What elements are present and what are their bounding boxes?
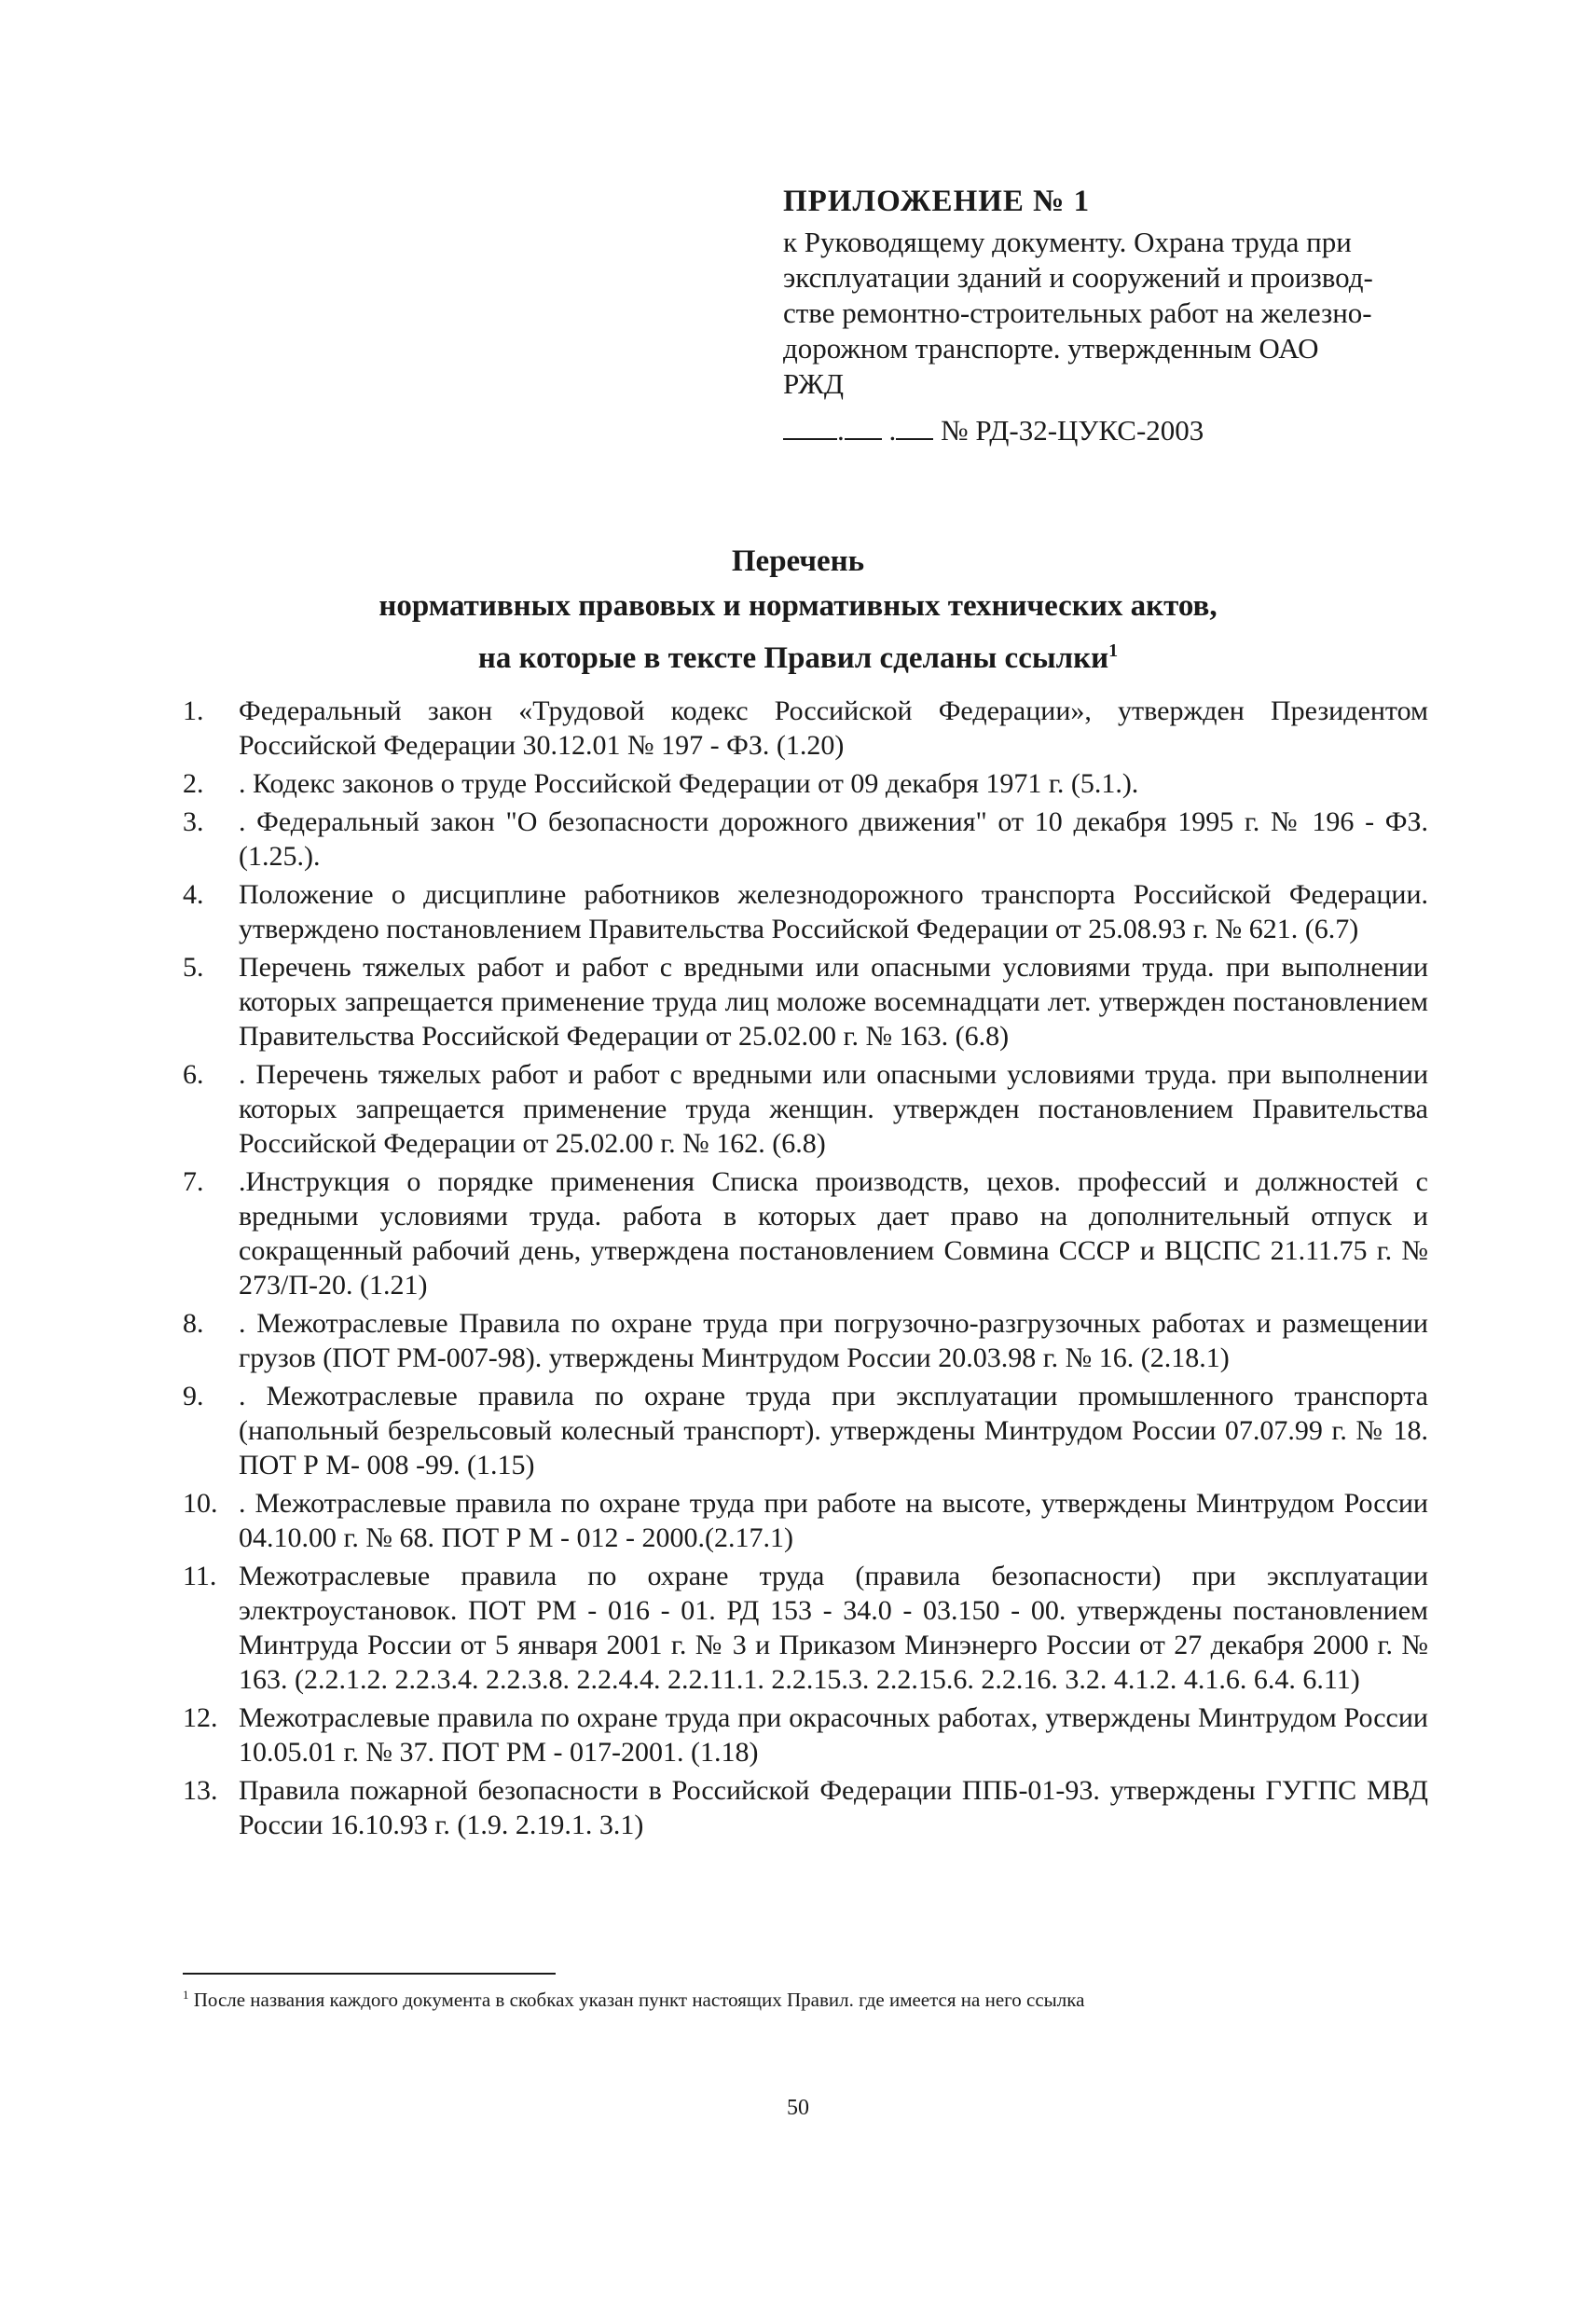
appendix-line: стве ремонтно-строительных работ на железно- [783,296,1372,329]
item-text: . Межотраслевые правила по охране труда при работе на высоте, утверждены Минтрудом России 04.10.00 г. № 68. ПОТ Р М - 012 - 2000.(2.17.1) [239,1488,1428,1553]
item-text: Правила пожарной безопасности в Российской Федерации ППБ-01-93. утверждены ГУГПС МВД России 16.10.93 г. (1.9. 2.19.1. 3.1) [239,1775,1428,1840]
appendix-header [783,185,1436,448]
footnote-text: После названия каждого документа в скобках указан пункт настоящих Правил. где имеется на него ссылка [193,1989,1085,2011]
appendix-title: ПРИЛОЖЕНИЕ № 1 [783,185,1091,218]
list-item [183,877,1428,946]
footnote [183,1988,1428,2012]
item-number: 5. [183,952,204,983]
date-blank-month [845,416,882,440]
item-text: . Федеральный закон "О безопасности дорожного движения" от 10 декабря 1995 г. № 196 - ФЗ. (1.25.). [239,806,1428,872]
item-number: 7. [183,1166,204,1197]
doc-number-line: . . № РД-32-ЦУКС-2003 [783,413,1436,448]
date-blank-day [783,416,837,440]
heading-line-3 [0,628,1596,681]
item-number: 1. [183,695,204,726]
item-text: Перечень тяжелых работ и работ с вредными или опасными условиями труда. при выполнении которых запрещается применение труда лиц моложе восемнадцати лет. утвержден постановлением Правительства Российской Федерации от 25.02.00 г. № 163. (6.8) [239,952,1428,1052]
item-number: 4. [183,879,204,910]
list-item [183,805,1428,874]
footnote-reference: 1 [1108,640,1119,661]
item-number: 13. [183,1775,218,1806]
date-blank-year [896,416,933,440]
item-text: . Перечень тяжелых работ и работ с вредными или опасными условиями труда. при выполнении которых запрещается применение труда женщин. утвержден постановлением Правительства Российской Федерации от 25.02.00 г. № 162. (6.8) [239,1059,1428,1159]
item-text: .Инструкция о порядке применения Списка производств, цехов. профессий и должностей с вредными условиями труда. работа в которых дает право на дополнительный отпуск и сокращенный рабочий день, утверждена постановлением Совмина СССР и ВЦСПС 21.11.75 г. № 273/П-20. (1.21) [239,1166,1428,1301]
appendix-line: к Руководящему документу. Охрана труда при [783,226,1352,258]
list-item [183,1486,1428,1555]
item-text: . Кодекс законов о труде Российской Федерации от 09 декабря 1971 г. (5.1.). [239,768,1139,799]
appendix-line: РЖД [783,367,845,400]
list-item [183,1773,1428,1842]
list-heading [0,539,1596,681]
item-text: Положение о дисциплине работников железнодорожного транспорта Российской Федерации. утверждено постановлением Правительства Российской Федерации от 25.08.93 г. № 621. (6.7) [239,879,1428,944]
heading-line-2: нормативных правовых и нормативных технических актов, [378,589,1218,623]
item-number: 8. [183,1308,204,1339]
list-item [183,1164,1428,1302]
item-number: 3. [183,806,204,837]
item-text: . Межотраслевые Правила по охране труда при погрузочно-разгрузочных работах и размещении грузов (ПОТ РМ-007-98). утверждены Минтрудом России 20.03.98 г. № 16. (2.18.1) [239,1308,1428,1373]
item-number: 9. [183,1381,204,1411]
list-item [183,1700,1428,1769]
appendix-line: дорожном транспорте. утвержденным ОАО [783,332,1319,365]
item-text: Межотраслевые правила по охране труда при окрасочных работах, утверждены Минтрудом России 10.05.01 г. № 37. ПОТ РМ - 017-2001. (1.18) [239,1702,1428,1768]
item-text: Межотраслевые правила по охране труда (правила безопасности) при эксплуатации электроустановок. ПОТ РМ - 016 - 01. РД 153 - 34.0 - 03.150 - 00. утверждены постановлением Минтруда России от 5 января 2001 г. № 3 и Приказом Минэнерго России от 27 декабря 2000 г. № 163. (2.2.1.2. 2.2.3.4. 2.2.3.8. 2.2.4.4. 2.2.11.1. 2.2.15.3. 2.2.15.6. 2.2.16. 3.2. 4.1.2. 4.1.6. 6.4. 6.11) [239,1561,1428,1695]
list-item [183,766,1428,801]
list-item [183,1559,1428,1697]
item-number: 10. [183,1488,218,1519]
footnote-divider [183,1973,556,1975]
page-number: 50 [787,2096,809,2120]
document-list [183,694,1428,1846]
list-item [183,950,1428,1053]
item-number: 2. [183,768,204,799]
item-number: 6. [183,1059,204,1090]
heading-line-1: Перечень [731,544,865,578]
list-item [183,1057,1428,1161]
item-number: 12. [183,1702,218,1733]
item-number: 11. [183,1561,217,1591]
footnote-mark: 1 [183,1988,189,2002]
item-text: . Межотраслевые правила по охране труда при эксплуатации промышленного транспорта (напольный безрельсовый колесный транспорт). утверждены Минтрудом России 07.07.99 г. № 18. ПОТ Р М- 008 -99. (1.15) [239,1381,1428,1480]
list-item [183,694,1428,763]
appendix-line: эксплуатации зданий и сооружений и производ- [783,261,1373,294]
list-item [183,1379,1428,1482]
heading-line-3-text: на которые в тексте Правил сделаны ссылки [477,641,1109,675]
item-text: Федеральный закон «Трудовой кодекс Российской Федерации», утвержден Президентом Российской Федерации 30.12.01 № 197 - ФЗ. (1.20) [239,695,1428,761]
doc-number: № РД-32-ЦУКС-2003 [941,414,1204,447]
list-item [183,1306,1428,1375]
